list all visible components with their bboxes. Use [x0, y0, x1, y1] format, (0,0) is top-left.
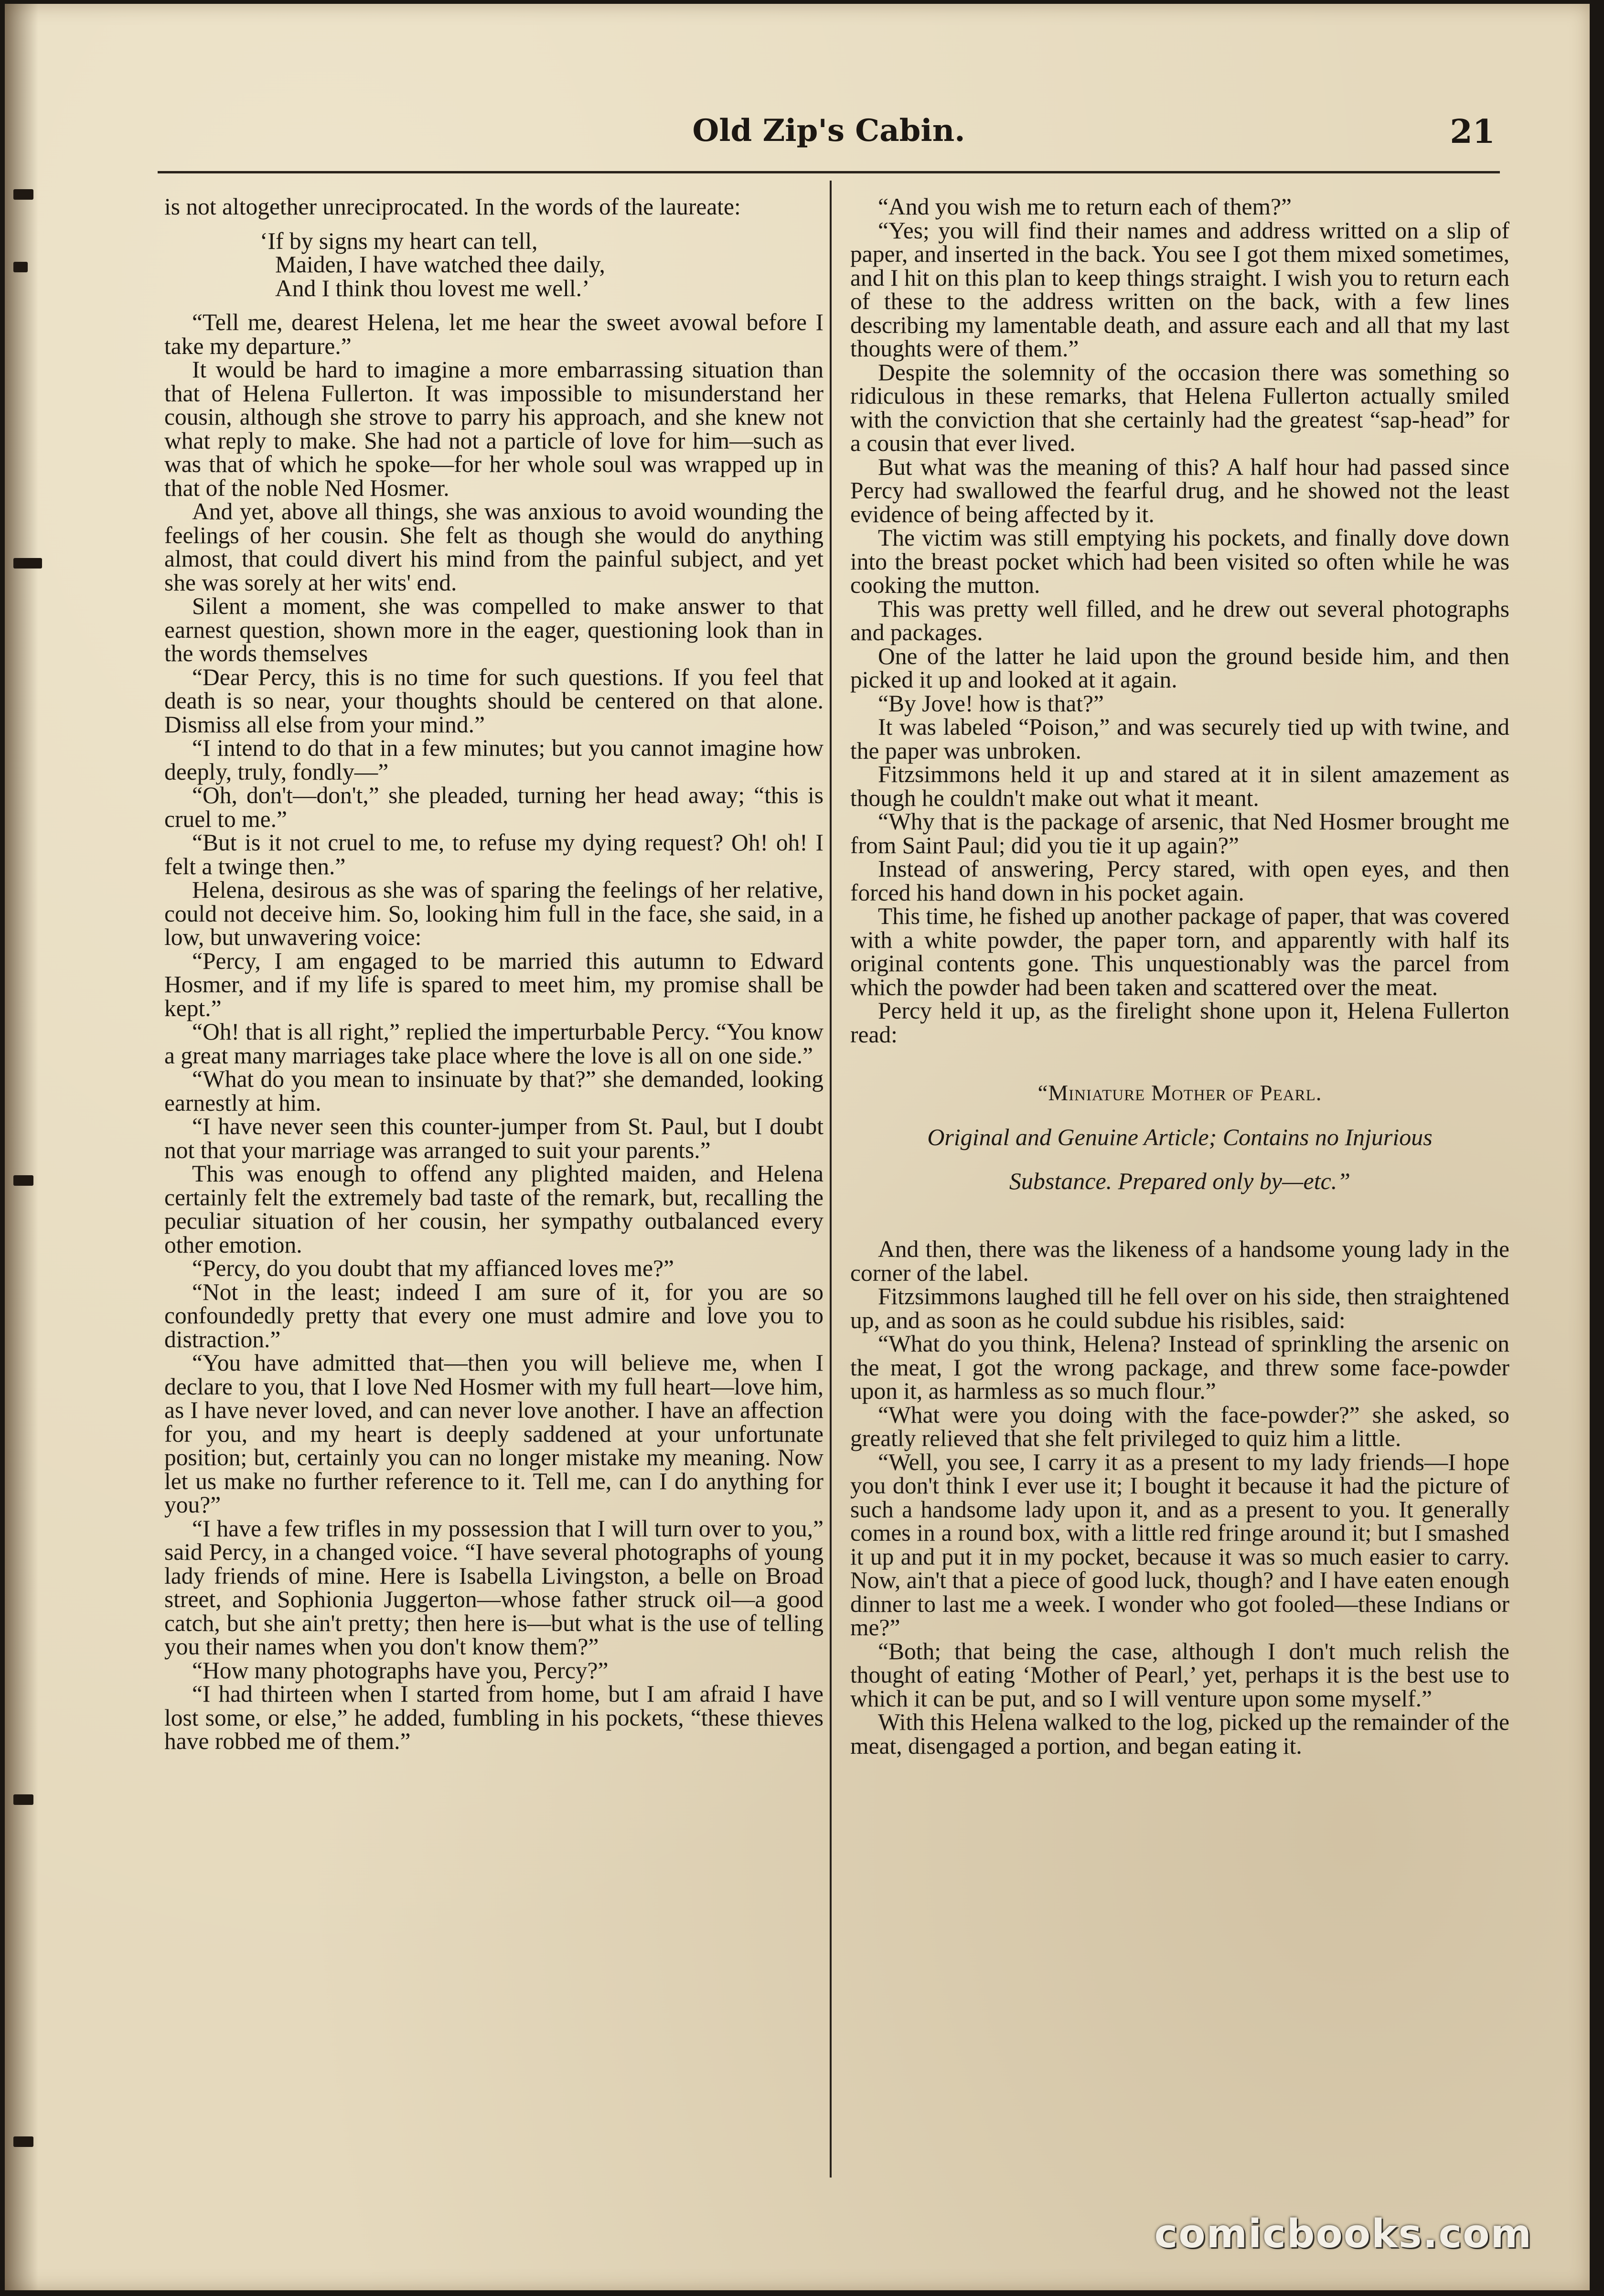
- paragraph: “And you wish me to return each of them?”: [878, 193, 1292, 220]
- paragraph: “What do you think, Helena? Instead of sprinkling the arsenic on the meat, I got the wrong package, and threw some face-powder upon it, as harmless as so much flour.”: [850, 1330, 1509, 1404]
- paragraph: “Why that is the package of arsenic, that Ned Hosmer brought me from Saint Paul; did you tie it up again?”: [850, 808, 1509, 858]
- paragraph: “I have never seen this counter-jumper from St. Paul, but I doubt not that your marriage was arranged to suit your parents.”: [164, 1113, 823, 1163]
- paragraph: “How many photographs have you, Percy?”: [192, 1657, 609, 1684]
- binding-stitch-mark: [13, 189, 33, 200]
- paragraph: The victim was still emptying his pockets, and finally dove down into the breast pocket which had been visited so often while he was cooking the mutton.: [850, 525, 1509, 598]
- right-paragraphs-before-label: [850, 195, 1509, 1046]
- label-title: “Miniature Mother of Pearl.: [1037, 1081, 1322, 1105]
- verse-line: And I think thou lovest me well.’: [275, 275, 590, 301]
- running-title: Old Zip's Cabin.: [692, 113, 965, 149]
- label-line: Substance. Prepared only by—etc.”: [1009, 1168, 1351, 1194]
- binding-stitch-mark: [13, 262, 28, 272]
- paragraph: Percy held it up, as the firelight shone upon it, Helena Fullerton read:: [850, 998, 1509, 1048]
- paragraph: “I have a few trifles in my possession that I will turn over to you,” said Percy, in a changed voice. “I have several photographs of young lady friends of mine. Here is Isabella Livingston, a belle on Broad street, and Sophionia Juggerton—whose father struck oil—a good catch, but she ain't pretty; then here is—but what is the use of telling you their names when you don't know them?”: [164, 1515, 823, 1660]
- paragraph: “But is it not cruel to me, to refuse my dying request? Oh! oh! I felt a twinge then.”: [164, 829, 823, 880]
- paragraph: Fitzsimmons laughed till he fell over on his side, then straightened up, and as soon as he could subdue his risibles, said:: [850, 1283, 1509, 1333]
- binding-stitch-mark: [13, 1175, 33, 1186]
- binding-stitch-mark: [13, 1794, 33, 1805]
- paragraph: It was labeled “Poison,” and was securely tied up with twine, and the paper was unbroken.: [850, 714, 1509, 764]
- paragraph: “Well, you see, I carry it as a present to my lady friends—I hope you don't think I ever use it; I bought it because it had the picture of such a handsome lady upon it, and as a present to you. It generally comes in a round box, with a little red fringe around it; but I smashed it up and put it in my pocket, because it was so much easier to carry. Now, ain't that a piece of good luck, though? and I have eaten enough dinner to last me a week. I wonder who got fooled—these Indians or me?”: [850, 1448, 1509, 1641]
- verse-line: Maiden, I have watched thee daily,: [275, 251, 605, 278]
- binding-gutter: [5, 4, 38, 2290]
- book-page: [5, 4, 1590, 2290]
- paragraph: “Not in the least; indeed I am sure of it, for you are so confoundedly pretty that every one must admire and love you to distraction.”: [164, 1278, 823, 1352]
- site-watermark: comicbooks.com: [1154, 2211, 1532, 2257]
- left-text-column: [164, 195, 823, 2182]
- paragraph: And yet, above all things, she was anxious to avoid wounding the feelings of her cousin. She felt as though she would do anything almost, that could divert his mind from the painful subject, and yet she was sorely at her wits' end.: [164, 498, 823, 596]
- paragraph: “Oh, don't—don't,” she pleaded, turning her head away; “this is cruel to me.”: [164, 782, 823, 832]
- paragraph: It would be hard to imagine a more embarrassing situation than that of Helena Fullerton. It was impossible to misunderstand her cousin, although she strove to parry his approach, and she knew not what reply to make. She had not a particle of love for him—such as was that of which he spoke—for her whole soul was wrapped up in that of the noble Ned Hosmer.: [164, 356, 823, 501]
- column-divider: [830, 181, 832, 2178]
- paragraph: “You have admitted that—then you will believe me, when I declare to you, that I love Ned Hosmer with my full heart—love him, as I have never loved, and can never love another. I have an affection for you, and my heart is deeply saddened at your unfortunate position; but, certainly you can no longer mistake my meaning. Now let us make no further reference to it. Tell me, can I do anything for you?”: [164, 1350, 823, 1518]
- right-text-column: [850, 195, 1509, 2182]
- paragraph: Fitzsimmons held it up and stared at it in silent amazement as though he couldn't make out what it meant.: [850, 761, 1509, 811]
- paragraph: “I intend to do that in a few minutes; but you cannot imagine how deeply, truly, fondly—”: [164, 735, 823, 785]
- paragraph: “Both; that being the case, although I don't much relish the thought of eating ‘Mother of Pearl,’ yet, perhaps it is the best use to which it can be put, and so I will venture upon some myself.”: [850, 1638, 1509, 1712]
- paragraph: Silent a moment, she was compelled to make answer to that earnest question, shown more in the eager, questioning look than in the words themselves: [164, 593, 823, 666]
- left-paragraphs: [164, 311, 823, 1753]
- paragraph: This time, he fished up another package of paper, that was covered with a white powder, the paper torn, and apparently with half its original contents gone. This unquestionably was the parcel from which the powder had been taken and scattered over the meat.: [850, 903, 1509, 1000]
- paragraph: One of the latter he laid upon the ground beside him, and then picked it up and looked at it again.: [850, 643, 1509, 693]
- paragraph: is not altogether unreciprocated. In the words of the laureate:: [164, 193, 741, 220]
- paragraph: “Oh! that is all right,” replied the imperturbable Percy. “You know a great many marriages take place where the love is all on one side.”: [164, 1019, 823, 1069]
- paragraph: “Tell me, dearest Helena, let me hear the sweet avowal before I take my departure.”: [164, 309, 823, 359]
- paragraph: “Percy, do you doubt that my affianced loves me?”: [192, 1255, 674, 1281]
- page-header: [162, 113, 1495, 161]
- binding-stitch-mark: [13, 558, 42, 569]
- paragraph: Despite the solemnity of the occasion there was something so ridiculous in these remarks, that Helena Fullerton actually smiled with the conviction that she certainly had the greatest “sap-head” for a cousin that ever lived.: [850, 359, 1509, 456]
- paragraph: “What were you doing with the face-powder?” she asked, so greatly relieved that she felt privileged to quiz him a little.: [850, 1401, 1509, 1451]
- label-line: Original and Genuine Article; Contains no Injurious: [927, 1124, 1433, 1150]
- header-rule: [158, 171, 1500, 173]
- verse-line: ‘If by signs my heart can tell,: [260, 227, 538, 254]
- paragraph: “Yes; you will find their names and address writted on a slip of paper, and inserted in the back. You see I got them mixed sometimes, and I hit on this plan to keep things straight. I wish you to return each of these to the address written on the back, with a few lines describing my lamentable death, and assure each and all that my last thoughts were of them.”: [850, 217, 1509, 362]
- paragraph: Instead of answering, Percy stared, with open eyes, and then forced his hand down in his pocket again.: [850, 856, 1509, 906]
- paragraph: With this Helena walked to the log, picked up the remainder of the meat, disengaged a portion, and began eating it.: [850, 1709, 1509, 1759]
- package-label-text: [850, 1071, 1509, 1203]
- paragraph: But what was the meaning of this? A half hour had passed since Percy had swallowed the fearful drug, and he showed not the least evidence of being affected by it.: [850, 453, 1509, 527]
- binding-stitch-mark: [13, 2136, 33, 2147]
- paragraph: “Percy, I am engaged to be married this autumn to Edward Hosmer, and if my life is spared to meet him, my promise shall be kept.”: [164, 947, 823, 1021]
- page-number: 21: [1450, 113, 1495, 151]
- paragraph: “What do you mean to insinuate by that?” she demanded, looking earnestly at him.: [164, 1066, 823, 1116]
- paragraph: “By Jove! how is that?”: [878, 690, 1104, 717]
- paragraph: “Dear Percy, this is no time for such questions. If you feel that death is so near, your thoughts should be centered on that alone. Dismiss all else from your mind.”: [164, 664, 823, 738]
- right-paragraphs-after-label: [850, 1237, 1509, 1758]
- paragraph: Helena, desirous as she was of sparing the feelings of her relative, could not deceive him. So, looking him full in the face, she said, in a low, but unwavering voice:: [164, 877, 823, 950]
- paragraph: This was pretty well filled, and he drew out several photographs and packages.: [850, 595, 1509, 645]
- paragraph: This was enough to offend any plighted maiden, and Helena certainly felt the extremely bad taste of the remark, but, recalling the peculiar situation of her cousin, her sympathy outbalanced every other emotion.: [164, 1160, 823, 1258]
- paragraph: And then, there was the likeness of a handsome young lady in the corner of the label.: [850, 1236, 1509, 1286]
- verse-quotation: [164, 229, 823, 300]
- paragraph: “I had thirteen when I started from home, but I am afraid I have lost some, or else,” he added, fumbling in his pockets, “these thieves have robbed me of them.”: [164, 1681, 823, 1754]
